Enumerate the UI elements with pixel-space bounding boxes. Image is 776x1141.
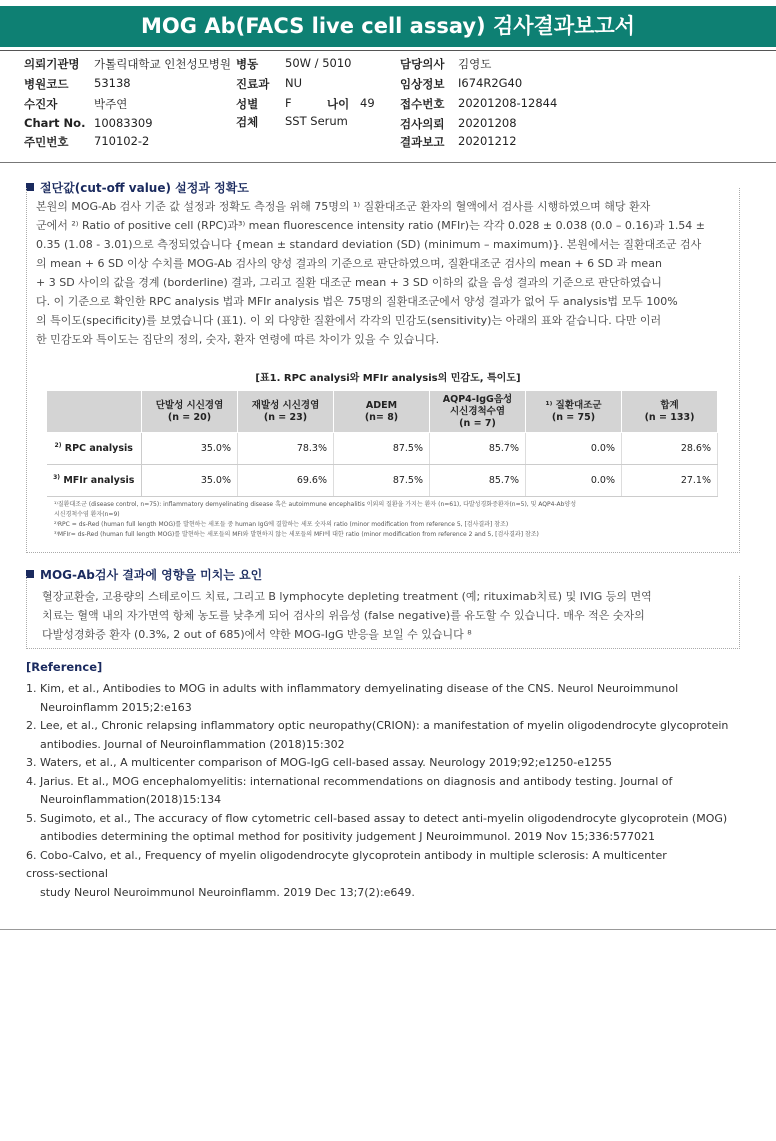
table-row <box>47 433 718 465</box>
table-cell: 35.0% <box>142 465 238 497</box>
table-cell: 78.3% <box>238 433 334 465</box>
section2-line: 다발성경화증 환자 (0.3%, 2 out of 685)에서 약한 MOG-IgG 반응을 보일 수 있습니다 ⁸ <box>42 628 472 641</box>
section1-line: 군에서 ²⁾ Ratio of positive cell (RPC)과³⁾ mean fluorescence intensity ratio (MFIr)는 각각 0.028 ± 0.038 (0.0 – 0.16)과 1.54 ± <box>36 219 706 232</box>
report-date-label: 결과보고 <box>400 135 445 149</box>
chart-no-label: Chart No. <box>24 116 86 130</box>
header-line: (n = 75) <box>551 411 596 423</box>
table-footnotes <box>54 500 724 540</box>
request-label: 검사의뢰 <box>400 117 445 131</box>
rrn-label: 주민번호 <box>24 135 69 149</box>
section1-line: 한 민감도와 특이도는 집단의 정의, 숫자, 환자 연령에 따른 차이가 있을 수 있습니다. <box>36 333 440 346</box>
section1-title-text: 절단값(cut-off value) 설정과 정확도 <box>40 181 249 195</box>
request-value: 20201208 <box>458 116 517 130</box>
section1-line: 의 특이도(specificity)를 보였습니다 (표1). 이 외 다양한 질환에서 각각의 민감도(sensitivity)는 아래의 표와 같습니다. 다만 이러 <box>36 314 662 327</box>
header-divider-bottom <box>0 162 776 163</box>
reference-line: 5. Sugimoto, et al., The accuracy of flow cytometric cell-based assay to detect anti-myelin oligodendrocyte glycoprotein (MOG) <box>26 811 728 825</box>
reference-list <box>26 680 746 902</box>
section1-line: + 3 SD 사이의 값을 경계 (borderline) 결과, 그리고 질환 대조군 mean + 3 SD 이하의 값을 음성 결과의 기준으로 판단하였습니 <box>36 276 662 289</box>
table-cell: 0.0% <box>526 465 622 497</box>
table-cell: 87.5% <box>334 465 430 497</box>
header-line: 시신경척수염 <box>449 405 506 417</box>
reference-line: study Neurol Neuroimmunol Neuroinflamm. 2019 Dec 13;7(2):e649. <box>26 885 415 899</box>
table-caption: [표1. RPC analysi와 MFIr analysis의 민감도, 특이도] <box>255 373 521 384</box>
section1-line: 의 mean + 6 SD 이상 수치를 MOG-Ab 검사의 양성 결과의 기준으로 판단하였으며, 질환대조군 검사의 mean + 6 SD 과 mean <box>36 257 662 270</box>
footnote: 시신경척수염 환자(n=9) <box>54 511 120 518</box>
reference-line: 6. Cobo-Calvo, et al., Frequency of myelin oligodendrocyte glycoprotein antibody in multiple sclerosis: A multicenter <box>26 848 667 862</box>
report-title: MOG Ab(FACS live cell assay) 검사결과보고서 <box>0 6 776 47</box>
header-line: (n = 133) <box>644 411 695 423</box>
table-cell: 28.6% <box>622 433 718 465</box>
footnote: ²⁾RPC = ds-Red (human full length MOG)를 발현하는 세포들 중 human IgG에 결합하는 세포 숫자의 ratio (minor modification from reference 5, [검사결과] 참조) <box>54 521 509 528</box>
age-label: 나이 <box>327 97 350 111</box>
header-line: (n = 23) <box>263 411 308 423</box>
table-header-cell <box>334 391 430 433</box>
reference-line: antibodies determining the optimal method for positivity judgement J Neuroimmunol. 2019 Nov 15;336:577021 <box>26 830 656 843</box>
age-value: 49 <box>360 96 375 110</box>
sex-label: 성별 <box>236 97 259 111</box>
reference-line: Neuroinflamm 2015;2:e163 <box>26 700 192 714</box>
receipt-label: 접수번호 <box>400 97 445 111</box>
table-header-cell <box>142 391 238 433</box>
clinical-label: 임상정보 <box>400 77 445 91</box>
table-header-row <box>47 391 718 433</box>
header-line: (n = 7) <box>459 417 496 429</box>
rrn-value: 710102-2 <box>94 134 150 148</box>
ward-label: 병동 <box>236 57 259 71</box>
header-line: 합계 <box>660 399 679 411</box>
header-line: 재발성 시신경염 <box>251 399 320 411</box>
row-label-text: RPC analysis <box>64 443 133 455</box>
footnote: ¹⁾질환대조군 (disease control, n=75): inflammatory demyelinating disease 혹은 autoimmune encephalitis 이외의 질환을 가지는 환자 (n=61), 다발성경화증환자(n=5), 및 AQP4-Ab양성 <box>54 501 577 508</box>
header-line: ¹⁾ 질환대조군 <box>545 399 602 411</box>
header-line: (n = 20) <box>167 411 212 423</box>
clinical-value: I674R2G40 <box>458 76 523 90</box>
reference-heading: [Reference] <box>26 660 103 674</box>
header-line: ADEM <box>365 399 398 411</box>
dept-value: NU <box>285 76 303 90</box>
sex-value: F <box>285 96 292 110</box>
institution-value: 가톨릭대학교 인천성모병원 <box>94 57 231 71</box>
hospital-code-label: 병원코드 <box>24 77 69 91</box>
section2-line: 치료는 혈액 내의 자가면역 항체 농도를 낮추게 되어 검사의 위음성 (false negative)를 유도할 수 있습니다. 매우 적은 숫자의 <box>42 609 645 622</box>
table-cell: 35.0% <box>142 433 238 465</box>
section1-paragraph <box>36 197 726 349</box>
table-cell: 69.6% <box>238 465 334 497</box>
specimen-value: SST Serum <box>285 114 348 128</box>
dept-label: 진료과 <box>236 77 270 91</box>
table-cell: 27.1% <box>622 465 718 497</box>
section2-title-text: MOG-Ab검사 결과에 영향을 미치는 요인 <box>40 568 263 582</box>
row-footnote-mark: 3) <box>53 474 61 482</box>
reference-line: cross-sectional <box>26 867 108 880</box>
section2-paragraph <box>42 587 732 644</box>
sensitivity-table <box>46 390 718 497</box>
hospital-code-value: 53138 <box>94 76 131 90</box>
patient-info <box>0 0 776 160</box>
receipt-value: 20201208-12844 <box>458 96 558 110</box>
examinee-label: 수진자 <box>24 97 58 111</box>
table-header-cell <box>238 391 334 433</box>
section1-line: 본원의 MOG-Ab 검사 기준 값 설정과 정확도 측정을 위해 75명의 ¹⁾ 질환대조군 환자의 혈액에서 검사를 시행하였으며 해당 환자 <box>36 200 651 213</box>
table-cell: 87.5% <box>334 433 430 465</box>
table-header-cell <box>622 391 718 433</box>
header-line: AQP4-IgG음성 <box>442 393 513 405</box>
table-cell: 85.7% <box>430 433 526 465</box>
specimen-label: 검체 <box>236 115 259 129</box>
section1-line: 다. 이 기준으로 확인한 RPC analysis 법과 MFIr analysis 법은 75명의 질환대조군에서 양성 결과가 없어 두 analysis법 모두 100% <box>36 295 678 308</box>
ward-value: 50W / 5010 <box>285 56 352 70</box>
institution-label: 의뢰기관명 <box>24 57 80 71</box>
table-cell: 85.7% <box>430 465 526 497</box>
table-header-cell <box>430 391 526 433</box>
header-line: (n= 8) <box>364 411 399 423</box>
row-footnote-mark: 2) <box>54 442 62 450</box>
bottom-divider <box>0 929 776 930</box>
reference-line: 4. Jarius. Et al., MOG encephalomyelitis: international recommendations on diagnosis and antibody testing. Journal of <box>26 774 673 788</box>
row-label <box>47 433 142 465</box>
section2-line: 혈장교환술, 고용량의 스테로이드 치료, 그리고 B lymphocyte depleting treatment (예; rituximab치료) 및 IVIG 등의 면역 <box>42 590 652 603</box>
reference-line: 1. Kim, et al., Antibodies to MOG in adults with inflammatory demyelinating disease of the CNS. Neurol Neuroimmunol <box>26 682 679 695</box>
report-date-value: 20201212 <box>458 134 517 148</box>
examinee-value: 박주연 <box>94 97 128 111</box>
header-line: 단발성 시신경염 <box>155 399 224 411</box>
footnote: ³⁾MFIr= ds-Red (human full length MOG)를 발현하는 세포들의 MFI와 발현하지 않는 세포들의 MFI에 대한 ratio (minor modification from reference 2 and 5, [검사결과] 참조) <box>54 531 539 538</box>
table-corner-cell <box>47 391 142 433</box>
table-header-cell <box>526 391 622 433</box>
section1-line: 0.35 (1.08 - 3.01)으로 측정되었습니다 {mean ± standard deviation (SD) (minimum – maximum)}. 본원에서는 질환대조군 검사 <box>36 238 702 251</box>
chart-no-value: 10083309 <box>94 116 153 130</box>
reference-line: 3. Waters, et al., A multicenter comparison of MOG-IgG cell-based assay. Neurology 2019;92;e1250-e1255 <box>26 756 612 769</box>
table-row <box>47 465 718 497</box>
row-label <box>47 465 142 497</box>
row-label-text: MFIr analysis <box>63 475 135 487</box>
reference-line: Neuroinflammation(2018)15:134 <box>26 793 222 806</box>
reference-line: antibodies. Journal of Neuroinflammation (2018)15:302 <box>26 737 345 751</box>
doctor-value: 김영도 <box>458 57 492 71</box>
reference-line: 2. Lee, et al., Chronic relapsing inflammatory optic neuropathy(CRION): a manifestation of myelin oligodendrocyte glycoprotein <box>26 719 729 732</box>
table-cell: 0.0% <box>526 433 622 465</box>
doctor-label: 담당의사 <box>400 57 445 71</box>
